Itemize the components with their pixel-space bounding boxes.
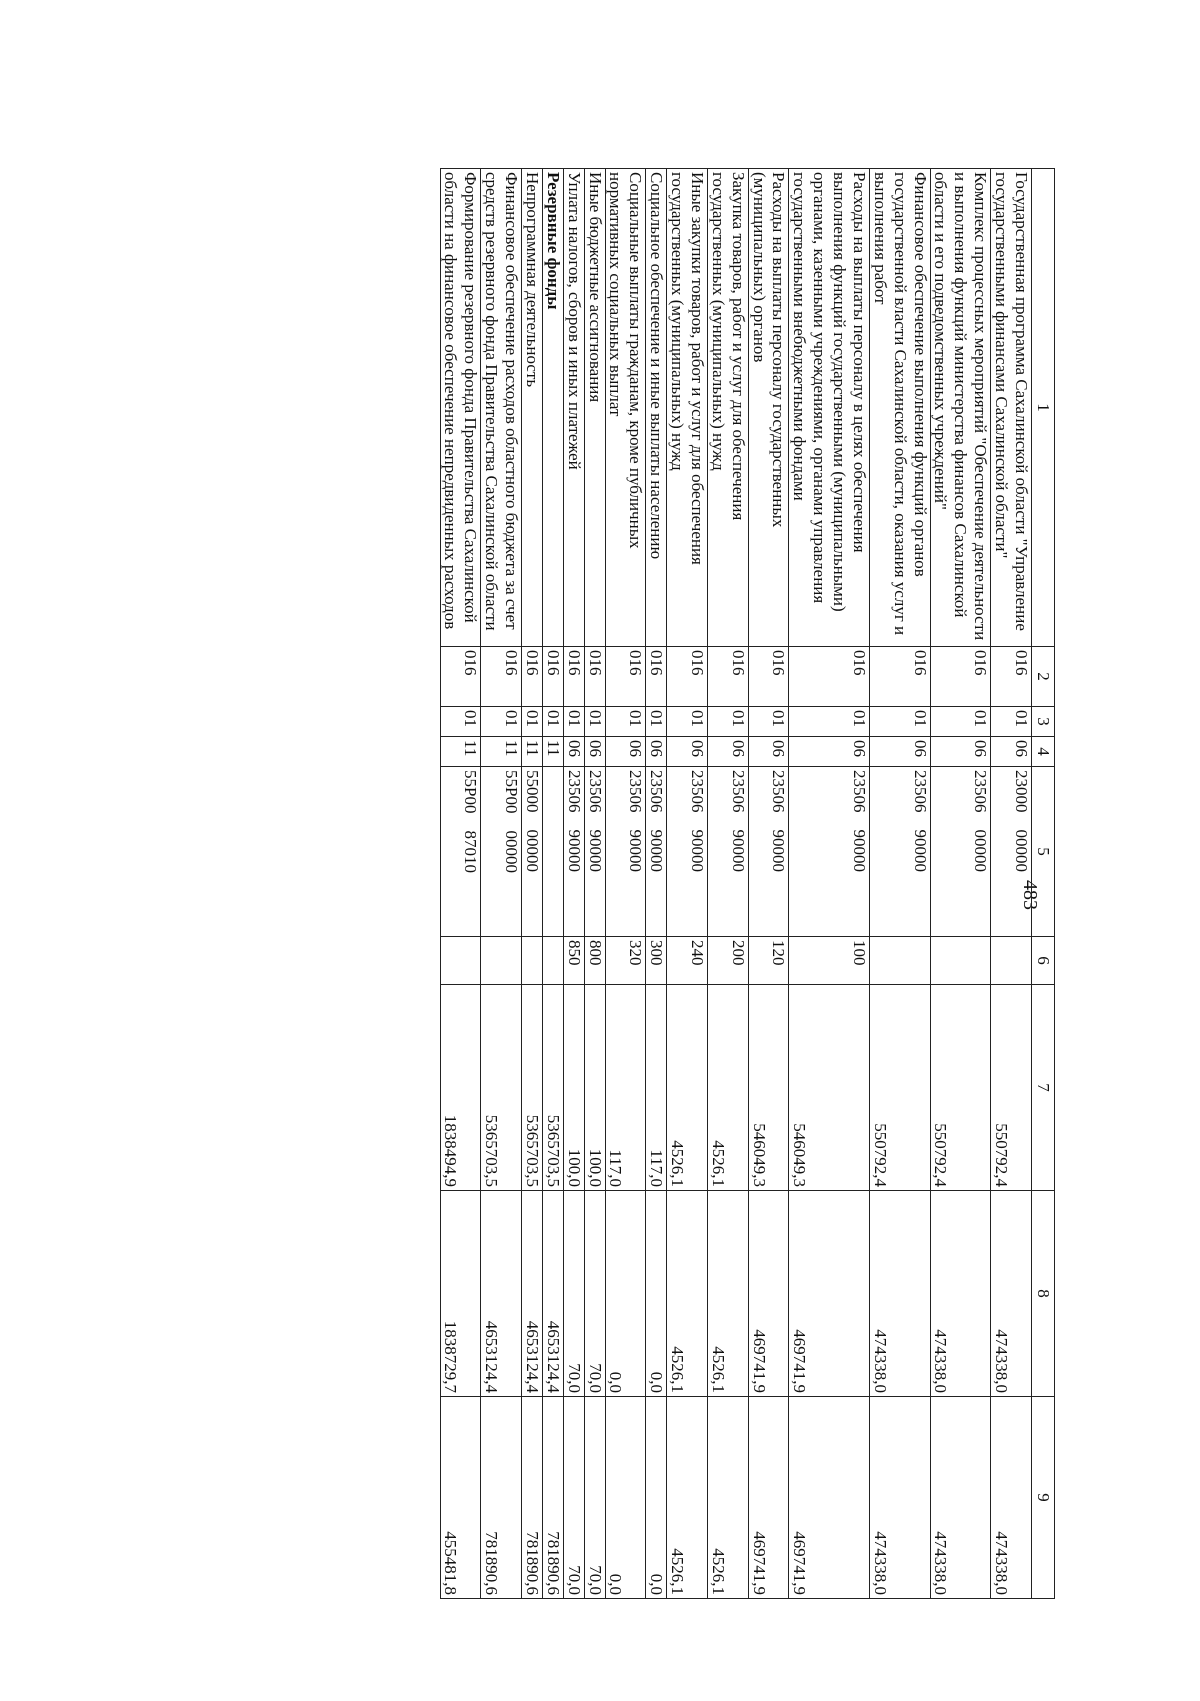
- cell-target-article-code: [543, 767, 564, 937]
- budget-table: [440, 168, 1055, 1599]
- cell-target-article-code: 23000 00000: [991, 767, 1032, 937]
- cell-target-article-code: 55Р00 87010: [440, 767, 481, 937]
- cell-expense-type-code: 850: [563, 937, 584, 985]
- cell-amount-col9: 781890,6: [543, 1397, 564, 1599]
- table-row: [481, 169, 522, 1599]
- cell-ministry-code: 016: [789, 647, 870, 707]
- cell-amount-col7: 4526,1: [708, 985, 749, 1191]
- cell-expense-type-code: [481, 937, 522, 985]
- cell-amount-col7: 546049,3: [748, 985, 789, 1191]
- cell-amount-col8: 4653124,4: [522, 1191, 543, 1397]
- cell-section-code: 01: [563, 707, 584, 737]
- cell-subsection-code: 06: [748, 737, 789, 767]
- row-name: Закупка товаров, работ и услуг для обеспечения государственных (муниципальных) нужд: [708, 169, 749, 647]
- row-name: [543, 169, 564, 647]
- row-name: Формирование резервного фонда Правительства Сахалинской области на финансовое обеспечение непредвиденных расходов: [440, 169, 481, 647]
- cell-amount-col9: 469741,9: [789, 1397, 870, 1599]
- table-row: [708, 169, 749, 1599]
- cell-ministry-code: 016: [584, 647, 605, 707]
- cell-subsection-code: 11: [440, 737, 481, 767]
- column-header: 2: [1032, 647, 1055, 707]
- cell-subsection-code: 06: [991, 737, 1032, 767]
- cell-subsection-code: 06: [870, 737, 931, 767]
- table-row: [584, 169, 605, 1599]
- cell-amount-col7: 550792,4: [870, 985, 931, 1191]
- rotated-page: [50, 168, 1055, 1598]
- cell-section-code: 01: [930, 707, 991, 737]
- cell-ministry-code: 016: [543, 647, 564, 707]
- cell-amount-col8: 469741,9: [789, 1191, 870, 1397]
- row-name: Социальное обеспечение и иные выплаты населению: [646, 169, 667, 647]
- cell-ministry-code: 016: [667, 647, 708, 707]
- cell-target-article-code: 23506 00000: [930, 767, 991, 937]
- cell-subsection-code: 06: [605, 737, 646, 767]
- cell-amount-col8: 474338,0: [991, 1191, 1032, 1397]
- table-row: [440, 169, 481, 1599]
- cell-ministry-code: 016: [481, 647, 522, 707]
- row-name-bold: Резервные фонды: [543, 172, 563, 310]
- cell-expense-type-code: [930, 937, 991, 985]
- cell-ministry-code: 016: [646, 647, 667, 707]
- cell-amount-col8: 474338,0: [870, 1191, 931, 1397]
- cell-amount-col9: 781890,6: [522, 1397, 543, 1599]
- cell-target-article-code: 23506 90000: [646, 767, 667, 937]
- cell-ministry-code: 016: [605, 647, 646, 707]
- cell-amount-col8: 0,0: [605, 1191, 646, 1397]
- table-row: [522, 169, 543, 1599]
- cell-amount-col8: 4653124,4: [543, 1191, 564, 1397]
- cell-amount-col7: 550792,4: [991, 985, 1032, 1191]
- cell-amount-col9: 455481,8: [440, 1397, 481, 1599]
- cell-expense-type-code: 800: [584, 937, 605, 985]
- cell-section-code: 01: [708, 707, 749, 737]
- column-header: 4: [1032, 737, 1055, 767]
- cell-subsection-code: 11: [522, 737, 543, 767]
- table-row: [646, 169, 667, 1599]
- page-number: 483: [1019, 880, 1041, 910]
- table-row: [991, 169, 1032, 1599]
- cell-amount-col8: 4526,1: [708, 1191, 749, 1397]
- cell-section-code: 01: [440, 707, 481, 737]
- cell-ministry-code: 016: [708, 647, 749, 707]
- cell-amount-col9: 0,0: [605, 1397, 646, 1599]
- cell-amount-col8: 70,0: [584, 1191, 605, 1397]
- cell-expense-type-code: 240: [667, 937, 708, 985]
- cell-expense-type-code: 300: [646, 937, 667, 985]
- cell-subsection-code: 06: [584, 737, 605, 767]
- cell-expense-type-code: [522, 937, 543, 985]
- cell-amount-col7: 100,0: [584, 985, 605, 1191]
- cell-amount-col9: 474338,0: [870, 1397, 931, 1599]
- cell-amount-col8: 474338,0: [930, 1191, 991, 1397]
- cell-amount-col7: 546049,3: [789, 985, 870, 1191]
- cell-amount-col7: 550792,4: [930, 985, 991, 1191]
- cell-amount-col9: 0,0: [646, 1397, 667, 1599]
- cell-amount-col7: 117,0: [605, 985, 646, 1191]
- cell-expense-type-code: [991, 937, 1032, 985]
- column-header: 7: [1032, 985, 1055, 1191]
- cell-amount-col9: 469741,9: [748, 1397, 789, 1599]
- cell-amount-col7: 1838494,9: [440, 985, 481, 1191]
- cell-amount-col9: 474338,0: [930, 1397, 991, 1599]
- table-row: [667, 169, 708, 1599]
- cell-expense-type-code: [543, 937, 564, 985]
- cell-subsection-code: 06: [930, 737, 991, 767]
- cell-target-article-code: 23506 90000: [605, 767, 646, 937]
- cell-amount-col7: 117,0: [646, 985, 667, 1191]
- cell-section-code: 01: [605, 707, 646, 737]
- cell-section-code: 01: [667, 707, 708, 737]
- cell-section-code: 01: [748, 707, 789, 737]
- cell-target-article-code: 23506 90000: [584, 767, 605, 937]
- row-name: Социальные выплаты гражданам, кроме публичных нормативных социальных выплат: [605, 169, 646, 647]
- row-name: Финансовое обеспечение выполнения функций органов государственной власти Сахалинской области, оказания услуг и выполнения работ: [870, 169, 931, 647]
- cell-amount-col8: 469741,9: [748, 1191, 789, 1397]
- cell-section-code: 01: [584, 707, 605, 737]
- cell-amount-col7: 5365703,5: [522, 985, 543, 1191]
- row-name: Непрограммная деятельность: [522, 169, 543, 647]
- table-row: [748, 169, 789, 1599]
- cell-subsection-code: 06: [667, 737, 708, 767]
- cell-target-article-code: 23506 90000: [667, 767, 708, 937]
- row-name: Расходы на выплаты персоналу государственных (муниципальных) органов: [748, 169, 789, 647]
- cell-ministry-code: 016: [440, 647, 481, 707]
- cell-section-code: 01: [870, 707, 931, 737]
- cell-expense-type-code: 120: [748, 937, 789, 985]
- cell-target-article-code: 55000 00000: [522, 767, 543, 937]
- cell-expense-type-code: [440, 937, 481, 985]
- cell-amount-col7: 5365703,5: [481, 985, 522, 1191]
- row-name: Расходы на выплаты персоналу в целях обеспечения выполнения функций государственными (муниципальными) органами, казенными учреждениями, органами управления государственными внебюджетными фондами: [789, 169, 870, 647]
- header-row: [1032, 169, 1055, 1599]
- cell-ministry-code: 016: [870, 647, 931, 707]
- cell-amount-col9: 474338,0: [991, 1397, 1032, 1599]
- cell-target-article-code: 23506 90000: [789, 767, 870, 937]
- cell-amount-col8: 1838729,7: [440, 1191, 481, 1397]
- column-header: 3: [1032, 707, 1055, 737]
- cell-target-article-code: 55Р00 00000: [481, 767, 522, 937]
- cell-amount-col9: 4526,1: [708, 1397, 749, 1599]
- cell-amount-col9: 70,0: [584, 1397, 605, 1599]
- column-header: 5: [1032, 767, 1055, 937]
- row-name: Иные бюджетные ассигнования: [584, 169, 605, 647]
- row-name: Государственная программа Сахалинской области "Управление государственными финансами Сахалинской области": [991, 169, 1032, 647]
- cell-section-code: 01: [646, 707, 667, 737]
- cell-section-code: 01: [991, 707, 1032, 737]
- table-row: [563, 169, 584, 1599]
- table-row: [930, 169, 991, 1599]
- cell-ministry-code: 016: [930, 647, 991, 707]
- cell-expense-type-code: 320: [605, 937, 646, 985]
- cell-section-code: 01: [522, 707, 543, 737]
- column-header: 9: [1032, 1397, 1055, 1599]
- cell-subsection-code: 06: [789, 737, 870, 767]
- cell-amount-col8: 4653124,4: [481, 1191, 522, 1397]
- cell-ministry-code: 016: [748, 647, 789, 707]
- cell-subsection-code: 11: [481, 737, 522, 767]
- cell-amount-col9: 781890,6: [481, 1397, 522, 1599]
- cell-amount-col7: 100,0: [563, 985, 584, 1191]
- row-name: Финансовое обеспечение расходов областного бюджета за счет средств резервного фонда Правительства Сахалинской области: [481, 169, 522, 647]
- column-header: 6: [1032, 937, 1055, 985]
- column-header: 8: [1032, 1191, 1055, 1397]
- table-row: [789, 169, 870, 1599]
- cell-target-article-code: 23506 90000: [563, 767, 584, 937]
- cell-amount-col8: 4526,1: [667, 1191, 708, 1397]
- cell-target-article-code: 23506 90000: [870, 767, 931, 937]
- table-row: [870, 169, 931, 1599]
- cell-subsection-code: 06: [646, 737, 667, 767]
- cell-amount-col8: 70,0: [563, 1191, 584, 1397]
- cell-section-code: 01: [789, 707, 870, 737]
- cell-section-code: 01: [543, 707, 564, 737]
- cell-section-code: 01: [481, 707, 522, 737]
- cell-expense-type-code: 100: [789, 937, 870, 985]
- cell-subsection-code: 06: [708, 737, 749, 767]
- cell-ministry-code: 016: [522, 647, 543, 707]
- row-name: Иные закупки товаров, работ и услуг для обеспечения государственных (муниципальных) нужд: [667, 169, 708, 647]
- cell-amount-col7: 5365703,5: [543, 985, 564, 1191]
- cell-expense-type-code: 200: [708, 937, 749, 985]
- cell-ministry-code: 016: [563, 647, 584, 707]
- cell-amount-col9: 4526,1: [667, 1397, 708, 1599]
- cell-ministry-code: 016: [991, 647, 1032, 707]
- cell-subsection-code: 11: [543, 737, 564, 767]
- cell-amount-col8: 0,0: [646, 1191, 667, 1397]
- cell-target-article-code: 23506 90000: [748, 767, 789, 937]
- cell-target-article-code: 23506 90000: [708, 767, 749, 937]
- row-name: Уплата налогов, сборов и иных платежей: [563, 169, 584, 647]
- table-row: [543, 169, 564, 1599]
- column-header: 1: [1032, 169, 1055, 647]
- table-row: [605, 169, 646, 1599]
- cell-subsection-code: 06: [563, 737, 584, 767]
- row-name: Комплекс процессных мероприятий "Обеспечение деятельности и выполнения функций министерства финансов Сахалинской области и его подведомственных учреждений": [930, 169, 991, 647]
- cell-amount-col7: 4526,1: [667, 985, 708, 1191]
- cell-amount-col9: 70,0: [563, 1397, 584, 1599]
- cell-expense-type-code: [870, 937, 931, 985]
